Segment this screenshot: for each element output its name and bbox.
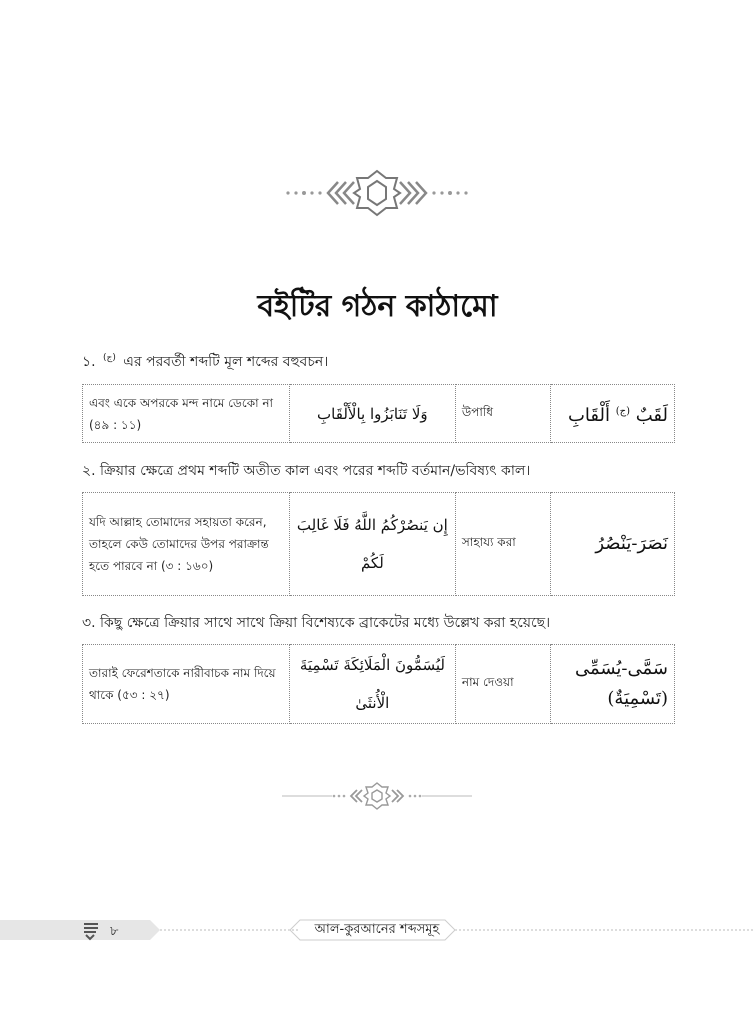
note-number: ১. (82, 354, 96, 370)
word-mark: (ج) (615, 405, 630, 417)
note-1 (82, 350, 328, 374)
note-2: ২. ক্রিয়ার ক্ষেত্রে প্রথম শব্দটি অতীত কাল এবং পরের শব্দটি বর্তমান/ভবিষ্যৎ কাল। (82, 463, 531, 479)
word-noun: (تَسْمِيَةٌ) (607, 688, 668, 709)
word-arabic (550, 385, 674, 443)
word-plural: أَلْقَابِ (567, 404, 610, 426)
example-table-3 (82, 644, 675, 724)
word-verb: سَمَّى-يُسَمِّى (574, 658, 668, 679)
top-ornament-icon (282, 168, 472, 218)
note-3: ৩. কিছু ক্ষেত্রে ক্রিয়ার সাথে সাথে ক্রিয়া বিশেষ্যকে ব্রাকেটের মধ্যে উল্লেখ করা হয়েছে। (82, 615, 551, 631)
ayah-meaning: এবং একে অপরকে মন্দ নামে ডেকো না (৪৯ : ১১) (83, 385, 290, 443)
page-title: বইটির গঠন কাঠামো (257, 289, 498, 324)
bottom-ornament-icon (282, 780, 472, 812)
word-meaning: উপাধি (455, 385, 550, 443)
footer-book-title: আল-কুরআনের শব্দসমূহ (314, 922, 440, 937)
ayah-meaning: তারাই ফেরেশতাকে নারীবাচক নাম দিয়ে থাকে (৫৩ : ২৭) (83, 645, 290, 724)
ayah-arabic: لَيُسَمُّونَ الْمَلَائِكَةَ تَسْمِيَةَ الْأُنثَىٰ (289, 645, 455, 724)
example-table-1 (82, 384, 675, 443)
word-arabic (550, 645, 674, 724)
ayah-meaning: যদি আল্লাহ তোমাদের সহায়তা করেন, তাহলে কেউ তোমাদের উপর পরাক্রান্ত হতে পারবে না (৩ : ১৬০) (83, 493, 290, 596)
note-arabic-mark: (ج) (103, 353, 116, 364)
ayah-arabic: إِن يَنصُرْكُمُ اللَّهُ فَلَا غَالِبَ لَكُمْ (289, 493, 455, 596)
table-row (83, 385, 675, 443)
example-table-2 (82, 492, 675, 596)
ayah-arabic: وَلَا تَنَابَزُوا بِالْأَلْقَابِ (289, 385, 455, 443)
word-arabic: نَصَرَ-يَنْصُرُ (550, 493, 674, 596)
note-text: এর পরবর্তী শব্দটি মূল শব্দের বহুবচন। (123, 354, 329, 370)
word-meaning: নাম দেওয়া (455, 645, 550, 724)
page-number: ৮ (110, 924, 119, 939)
word-singular: لَقَبٌ (635, 404, 668, 426)
table-row (83, 645, 675, 724)
table-row (83, 493, 675, 596)
word-meaning: সাহায্য করা (455, 493, 550, 596)
